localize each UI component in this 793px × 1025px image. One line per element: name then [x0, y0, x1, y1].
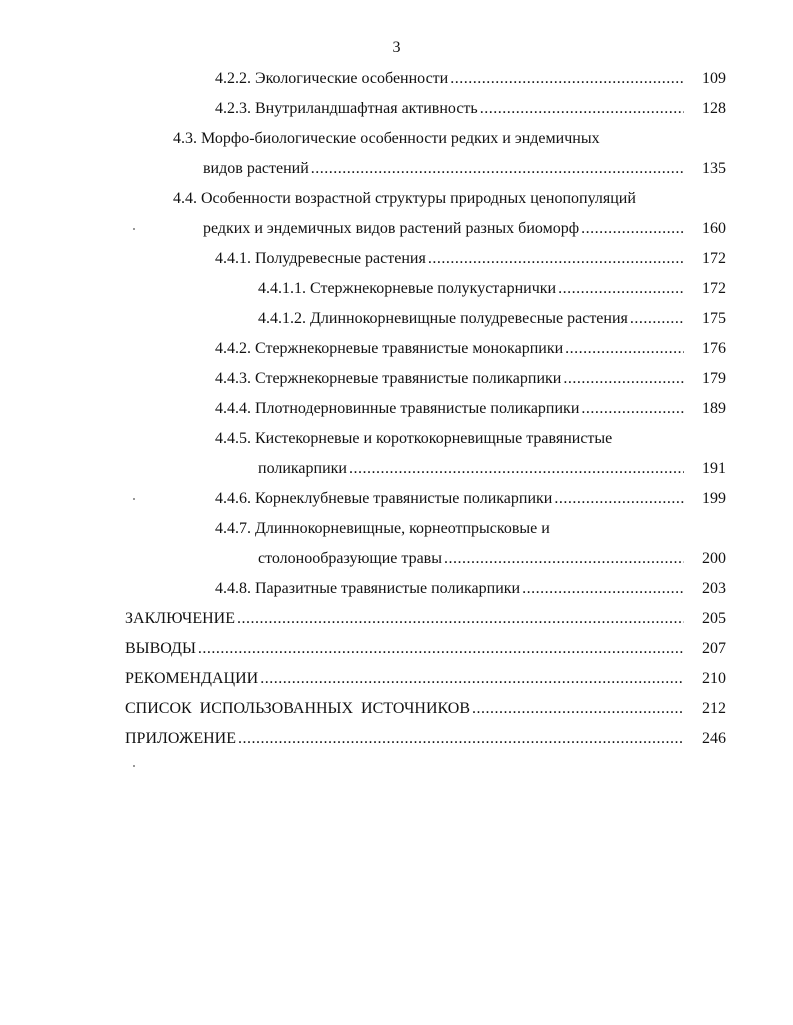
toc-leader-dots — [554, 484, 684, 514]
toc-entry-title: ЗАКЛЮЧЕНИЕ — [125, 610, 235, 627]
toc-entry-page: 200 — [702, 550, 726, 567]
toc-entry — [0, 724, 793, 754]
toc-entry-continuation-text: поликарпики — [258, 460, 347, 477]
toc-leader-dots — [522, 574, 684, 604]
toc-entry-page: 109 — [702, 70, 726, 87]
toc-entry — [0, 574, 793, 604]
toc-entry-title: СПИСОК ИСПОЛЬЗОВАННЫХ ИСТОЧНИКОВ — [125, 700, 471, 717]
toc-leader-dots — [237, 604, 684, 634]
toc-entry-continuation-text: редких и эндемичных видов растений разных биоморф — [203, 220, 580, 237]
toc-leader-dots — [349, 454, 684, 484]
toc-leader-dots — [563, 364, 684, 394]
toc-entry — [0, 184, 793, 214]
toc-entry-title: 4.4.3. Стержнекорневые травянистые поликарпики — [215, 370, 562, 387]
toc-entry-page: 128 — [702, 100, 726, 117]
toc-entry-page: 212 — [702, 700, 726, 717]
toc-entry — [0, 394, 793, 424]
toc-entry-page: 246 — [702, 730, 726, 747]
toc-entry — [0, 274, 793, 304]
toc-leader-dots — [472, 694, 684, 724]
toc-entry-page: 189 — [702, 400, 726, 417]
toc-entry-page: 207 — [702, 640, 726, 657]
toc-leader-dots — [558, 274, 684, 304]
toc-entry-page: 175 — [702, 310, 726, 327]
toc-entry — [0, 304, 793, 334]
toc-leader-dots — [444, 544, 684, 574]
toc-leader-dots — [260, 664, 684, 694]
toc-entry-title: РЕКОМЕНДАЦИИ — [125, 670, 259, 687]
toc-leader-dots — [450, 64, 684, 94]
toc-entry — [0, 364, 793, 394]
toc-entry-continuation — [0, 154, 793, 184]
toc-entry-continuation — [0, 454, 793, 484]
toc-entry — [0, 664, 793, 694]
toc-leader-dots — [198, 634, 684, 664]
toc-entry-title: 4.4.6. Корнеклубневые травянистые поликарпики — [215, 490, 553, 507]
toc-leader-dots — [630, 304, 684, 334]
page-number: 3 — [392, 39, 401, 56]
toc-entry-page: 176 — [702, 340, 726, 357]
toc-entry-title: 4.4.7. Длиннокорневищные, корнеотпрысковые и — [215, 520, 550, 537]
toc-entry-title: ВЫВОДЫ — [125, 640, 196, 657]
toc-entry — [0, 334, 793, 364]
toc-entry-title: 4.4.1.2. Длиннокорневищные полудревесные растения — [258, 310, 628, 327]
toc-entry — [0, 94, 793, 124]
toc-leader-dots — [428, 244, 684, 274]
toc-entry-continuation — [0, 214, 793, 244]
toc-entry-title: 4.4.4. Плотнодерновинные травянистые поликарпики — [215, 400, 580, 417]
toc-leader-dots — [311, 154, 684, 184]
toc-entry-title: 4.4.2. Стержнекорневые травянистые монокарпики — [215, 340, 564, 357]
toc-entry-continuation — [0, 544, 793, 574]
scan-speck — [133, 498, 135, 500]
toc-entry-page: 179 — [702, 370, 726, 387]
toc-entry-title: 4.4.5. Кистекорневые и короткокорневищные травянистые — [215, 430, 613, 447]
toc-entry — [0, 64, 793, 94]
toc-entry-title: 4.4. Особенности возрастной структуры природных ценопопуляций — [173, 190, 636, 207]
toc-entry-page: 135 — [702, 160, 726, 177]
toc-entry-title: 4.4.8. Паразитные травянистые поликарпики — [215, 580, 521, 597]
toc-entry-page: 172 — [702, 250, 726, 267]
toc-entry — [0, 604, 793, 634]
scan-speck — [133, 228, 135, 230]
toc-entry-page: 191 — [702, 460, 726, 477]
toc-entry-page: 203 — [702, 580, 726, 597]
toc-entry — [0, 424, 793, 454]
toc-entry-page: 160 — [702, 220, 726, 237]
toc-entry-page: 210 — [702, 670, 726, 687]
toc-entry-title: 4.4.1. Полудревесные растения — [215, 250, 426, 267]
toc-entry — [0, 694, 793, 724]
toc-leader-dots — [581, 214, 684, 244]
toc-leader-dots — [565, 334, 684, 364]
toc-leader-dots — [238, 724, 684, 754]
toc-entry-title: 4.2.2. Экологические особенности — [215, 70, 449, 87]
toc-entry — [0, 244, 793, 274]
toc-entry-title: 4.2.3. Внутриландшафтная активность — [215, 100, 478, 117]
toc-entry-page: 199 — [702, 490, 726, 507]
toc-entry-continuation-text: столонообразующие травы — [258, 550, 442, 567]
toc-entry-continuation-text: видов растений — [203, 160, 309, 177]
toc-entry — [0, 484, 793, 514]
table-of-contents — [0, 64, 793, 754]
toc-entry — [0, 124, 793, 154]
toc-leader-dots — [581, 394, 684, 424]
toc-entry-page: 172 — [702, 280, 726, 297]
toc-entry-page: 205 — [702, 610, 726, 627]
toc-entry-title: 4.3. Морфо-биологические особенности редких и эндемичных — [173, 130, 600, 147]
toc-leader-dots — [480, 94, 684, 124]
scan-speck — [133, 765, 135, 767]
toc-entry — [0, 514, 793, 544]
toc-entry-title: ПРИЛОЖЕНИЕ — [125, 730, 237, 747]
toc-entry — [0, 634, 793, 664]
toc-entry-title: 4.4.1.1. Стержнекорневые полукустарнички — [258, 280, 557, 297]
